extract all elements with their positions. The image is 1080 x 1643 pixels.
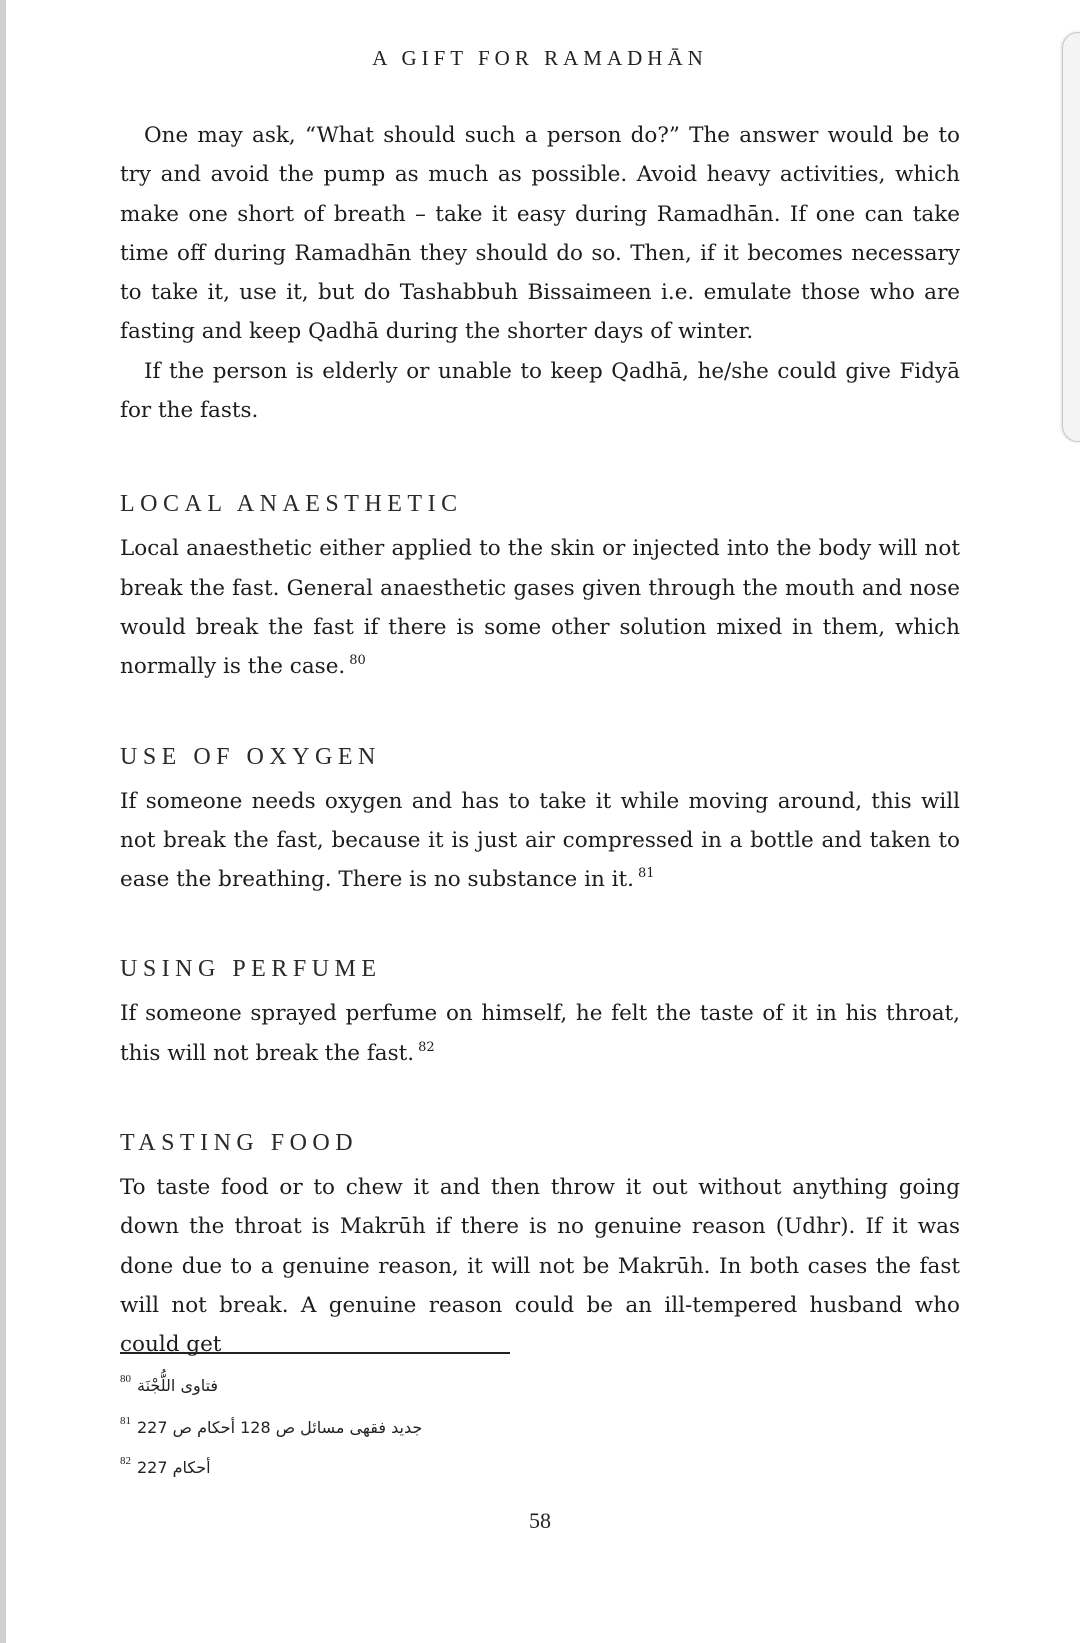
- footnote-number: 81: [120, 1415, 131, 1427]
- intro-paragraph-1: One may ask, “What should such a person do?” The answer would be to try and avoid the pump as much as possible. Avoid heavy activities, which make one short of breath – take it easy during Ramadhān. If one can take time off during Ramadhān they should do so. Then, if it becomes necessary to take it, use it, but do Tashabbuh Bissaimeen i.e. emulate those who are fasting and keep Qadhā during the shorter days of winter.: [120, 123, 960, 345]
- section-body-use-of-oxygen: If someone needs oxygen and has to take it while moving around, this will not break the fast, because it is just air compressed in a bottle and taken to ease the breathing. There is no substance in it.: [120, 788, 960, 893]
- section-body-local-anaesthetic: Local anaesthetic either applied to the skin or injected into the body will not break the fast. General anaesthetic gases given through the mouth and nose would break the fast if there is some other solution mixed in them, which normally is the case.: [120, 536, 960, 680]
- section-text-local-anaesthetic: [120, 529, 960, 686]
- footnote-81: [120, 1415, 423, 1437]
- section-text-using-perfume: [120, 994, 960, 1073]
- section-body-using-perfume: If someone sprayed perfume on himself, he felt the taste of it in his throat, this will not break the fast.: [120, 1001, 960, 1066]
- section-heading-use-of-oxygen: USE OF OXYGEN: [120, 743, 381, 770]
- scroll-handle[interactable]: [1062, 32, 1080, 442]
- footnote-number: 82: [120, 1455, 131, 1467]
- page-content: [120, 116, 960, 1365]
- footnote-text: أحکام 227: [137, 1458, 211, 1477]
- section-heading-tasting-food: TASTING FOOD: [120, 1130, 359, 1157]
- footnote-ref-81[interactable]: 81: [638, 866, 655, 882]
- footnote-text: فتاوی اللُّجْنَة: [137, 1376, 219, 1395]
- footnote-ref-82[interactable]: 82: [418, 1039, 435, 1055]
- section-text-use-of-oxygen: [120, 782, 960, 900]
- footnote-ref-80[interactable]: 80: [349, 653, 366, 669]
- page-left-edge: [0, 0, 6, 1643]
- footnote-divider: [120, 1352, 510, 1354]
- running-head: A GIFT FOR RAMADHĀN: [372, 46, 708, 70]
- page-number: 58: [529, 1508, 551, 1533]
- footnote-text: جدید فقهی مسائل ص 128 أحکام ص 227: [137, 1418, 423, 1437]
- footnote-number: 80: [120, 1373, 131, 1385]
- section-heading-local-anaesthetic: LOCAL ANAESTHETIC: [120, 491, 463, 518]
- section-text-tasting-food: To taste food or to chew it and then throw it out without anything going down the throat is Makrūh if there is no genuine reason (Udhr). If it was done due to a genuine reason, it will not be Makrūh. In both cases the fast will not break. A genuine reason could be an ill-tempered husband who could get: [120, 1175, 960, 1358]
- intro-paragraph-2: If the person is elderly or unable to keep Qadhā, he/she could give Fidyā for the fasts.: [120, 358, 960, 424]
- section-heading-using-perfume: USING PERFUME: [120, 956, 382, 983]
- footnote-80: [120, 1373, 219, 1395]
- footnote-82: [120, 1455, 211, 1477]
